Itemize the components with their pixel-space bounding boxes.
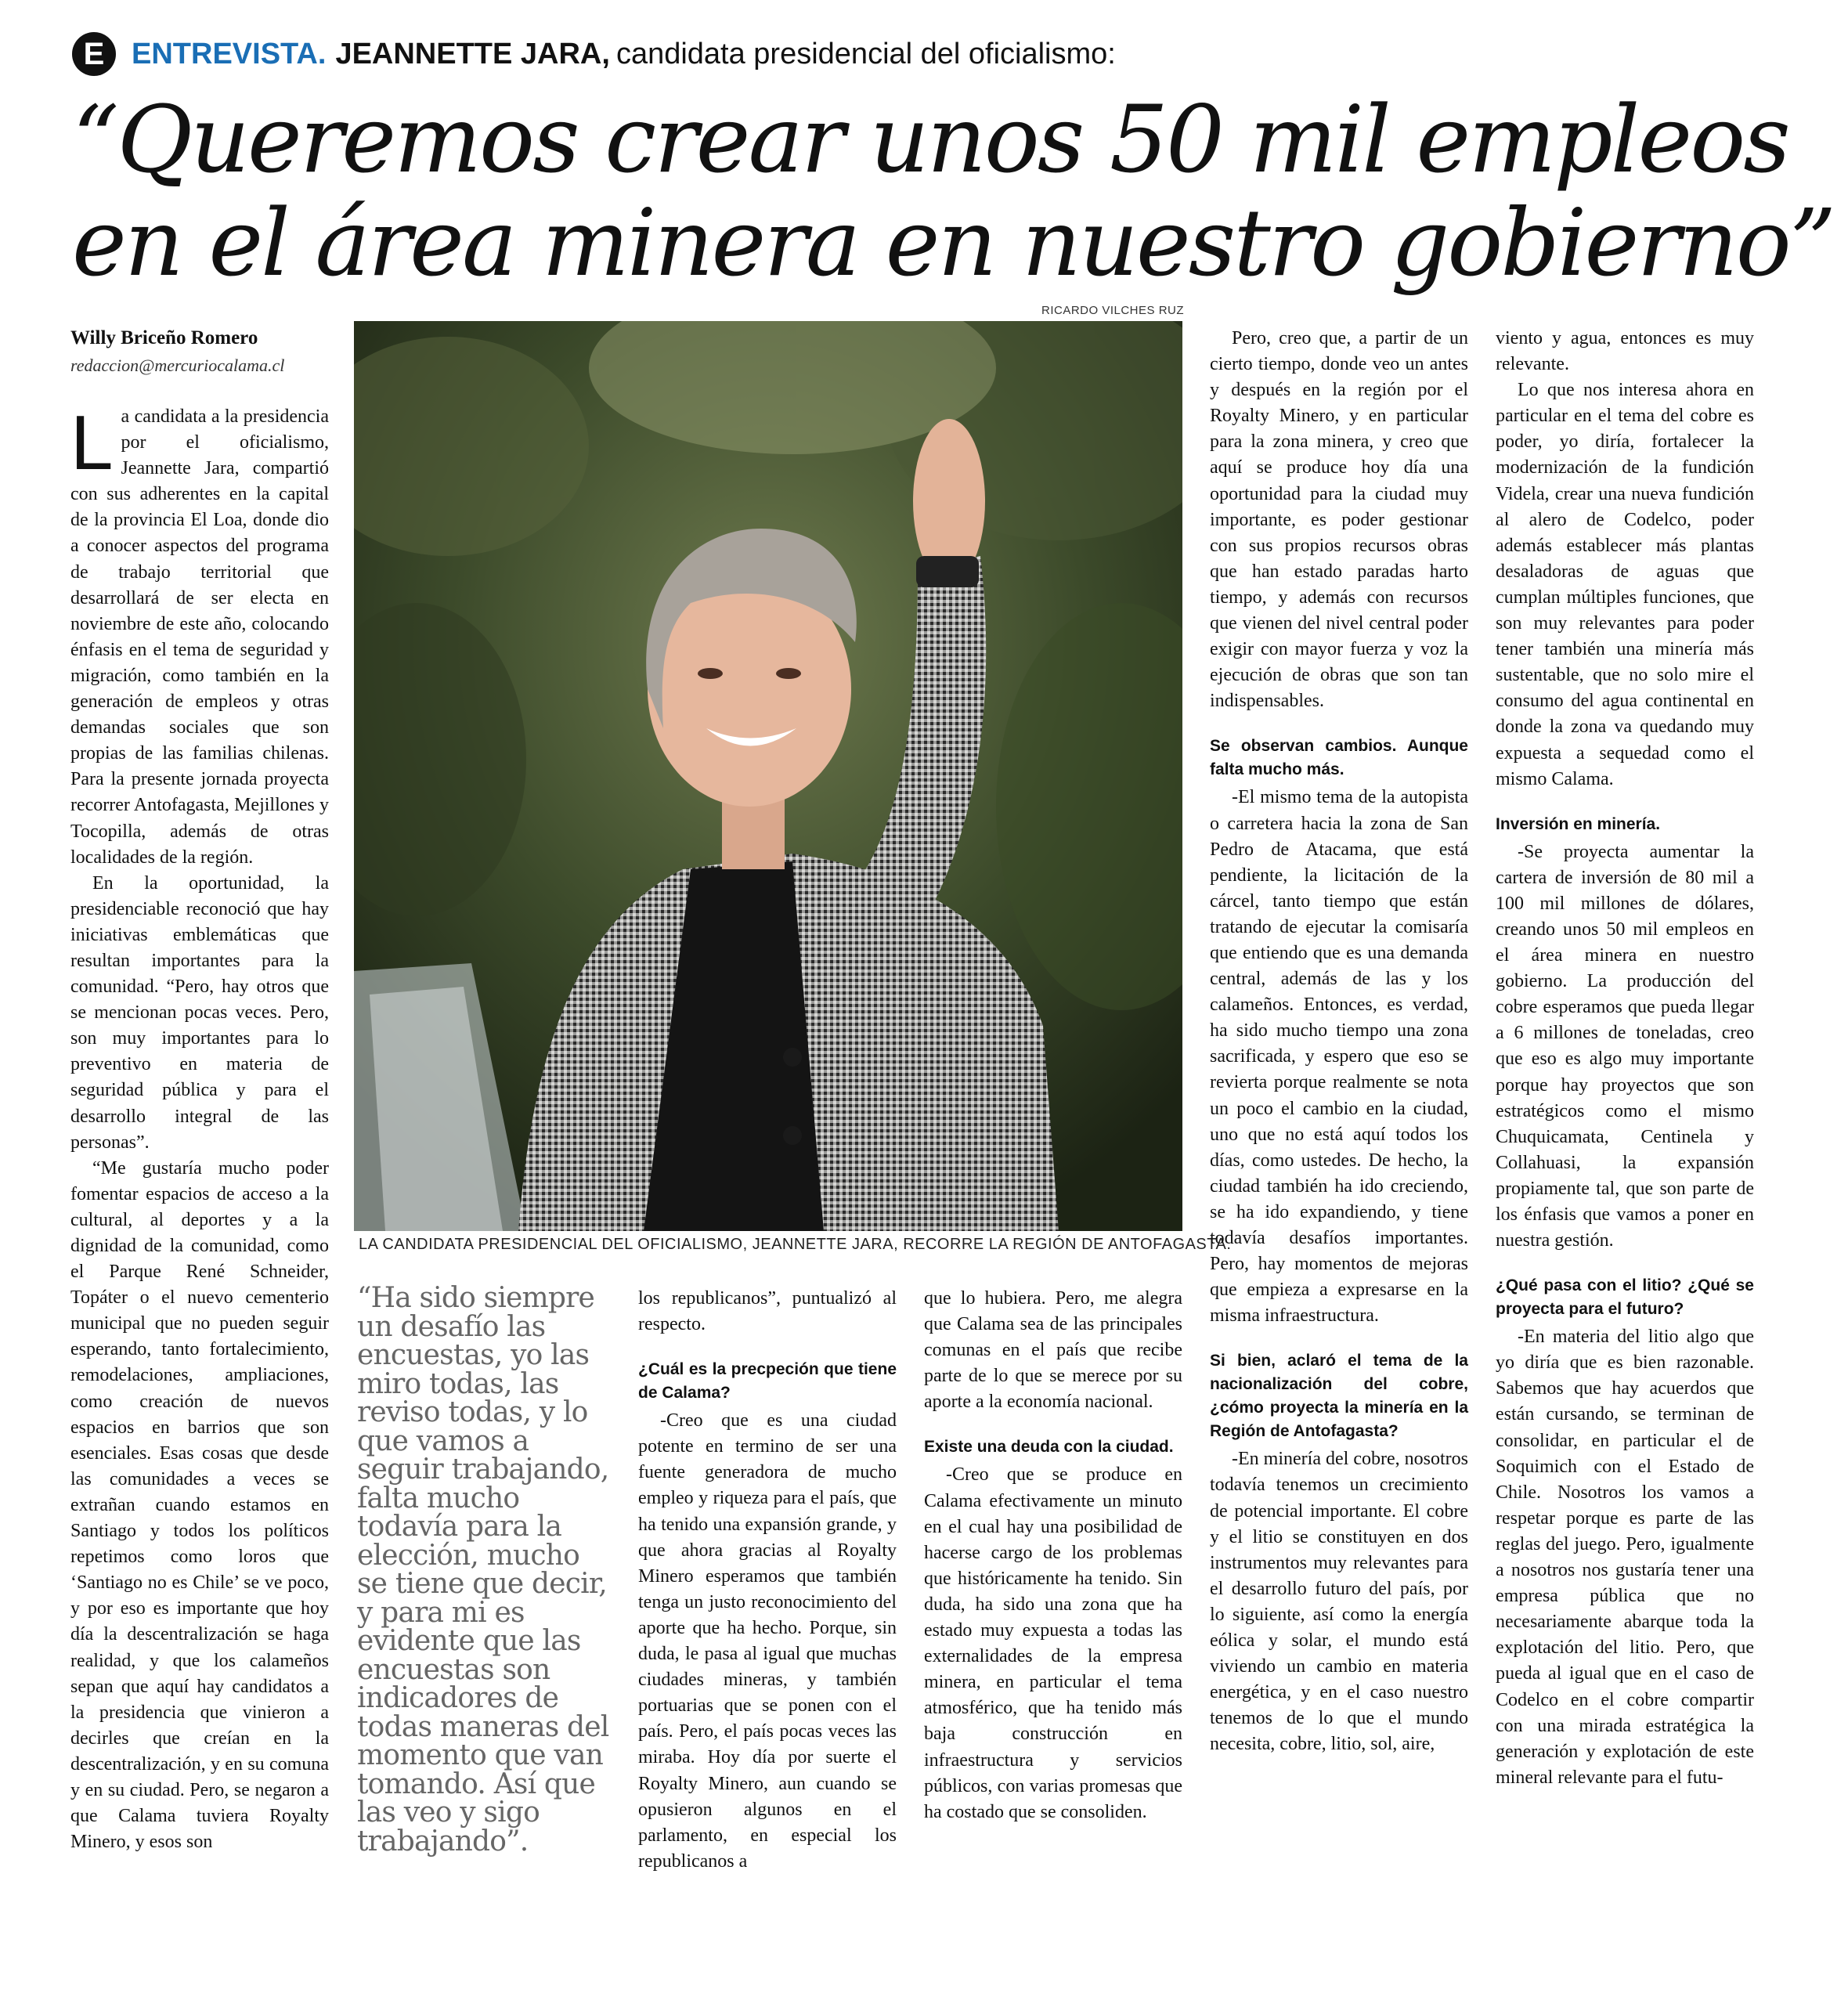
headline-line-2: en el área minera en nuestro gobierno”	[72, 189, 1835, 297]
article-column-5	[1210, 326, 1468, 1758]
paragraph: “Me gustaría mucho poder fomentar espacios de acceso a la cultural, al deportes y a la dignidad de la comunidad, como el Parque René Schneider, Topáter o el nuevo cementerio municipal que no pueden seguir esperando, tanto fortalecimiento, remodelaciones, ampliaciones, como creación de nuevos espacios en barrios que son esenciales. Esas cosas que desde las comunidades a veces se extrañan cuando estamos en Santiago y todos los políticos repetimos como loros que ‘Santiago no es Chile’ se ve poco, y por eso es importante que hoy día la descentralización se haga realidad, y que los calameños sepan que aquí hay candidatos a la presidencia que vinieron a decirles que creían en la descentralización, y en su comuna y en su ciudad. Pero, se negaron a que Calama tuviera Royalty Minero, y esos son	[70, 1157, 329, 1853]
section-badge: E	[72, 32, 116, 76]
article-column-4	[924, 1286, 1182, 1825]
interviewee-role: candidata presidencial del oficialismo:	[615, 37, 1116, 70]
question-heading: Se observan cambios. Aunque falta mucho más.	[1210, 737, 1468, 779]
question-heading: ¿Cuál es la precpeción que tiene de Calama?	[638, 1360, 897, 1403]
question-heading: Existe una deuda con la ciudad.	[924, 1438, 1174, 1457]
article-column-6	[1496, 326, 1754, 1791]
paragraph: En la oportunidad, la presidenciable reconoció que hay iniciativas emblemáticas que resultan importantes para la comunidad. “Pero, hay otros que se mencionan pocas veces. Pero, son muy importantes para lo preventivo en materia de seguridad pública y para el desarrollo integral de las personas”.	[70, 872, 329, 1153]
paragraph: -El mismo tema de la autopista o carretera hacia la zona de San Pedro de Atacama, que está pendiente, la licitación de la cárcel, tanto tiempo que están tratando de ejecutar la comisaría que entiendo que es una demanda central, además de las y los calameños. Entonces, es verdad, ha sido mucho tiempo una zona sacrificada, y espero que eso se revierta porque realmente se nota un poco el cambio en la ciudad, uno que no está aquí todos los días, como ustedes. De hecho, la ciudad también ha ido creciendo, se ha ido expandiendo, y tiene todavía desafíos importantes. Pero, hay momentos de mejoras que empieza a expresarse en la misma infraestructura.	[1210, 787, 1468, 1327]
paragraph: -En materia del litio algo que yo diría que es bien razonable. Sabemos que hay acuerdos que están cursando, se terminan de consolidar, en particular el de Soquimich con el Estado de Chile. Nosotros los vamos a respetar porque es parte de las reglas del juego. Pero, igualmente a nosotros nos gustaría tener una empresa pública que no necesariamente abarque toda la explotación del litio. Pero, que pueda al igual que en el caso de Codelco en el cobre compartir con una mirada estratégica la generación y explotación de este mineral relevante para el futu-	[1496, 1327, 1754, 1788]
article-column-1	[70, 399, 329, 1855]
article-column-3	[638, 1286, 897, 1875]
photo-caption: LA CANDIDATA PRESIDENCIAL DEL OFICIALISMO, JEANNETTE JARA, RECORRE LA REGIÓN DE ANTOFAGASTA.	[359, 1236, 1232, 1253]
photo-credit: RICARDO VILCHES RUZ	[1041, 304, 1185, 317]
section-label: ENTREVISTA.	[132, 37, 327, 70]
paragraph: Pero, creo que, a partir de un cierto tiempo, donde veo un antes y después en la región por el Royalty Minero, y en particular para la zona minera, y creo que aquí se produce hoy día una oportunidad para la ciudad muy importante, es poder gestionar con sus propios recursos obras que han estado paradas harto tiempo, y además con recursos que vienen del nivel central poder exigir con mayor fuerza y voz la ejecución de obras que son tan indispensables.	[1210, 328, 1468, 712]
paragraph: viento y agua, entonces es muy relevante.	[1496, 328, 1754, 375]
lead-paragraph-text: a candidata a la presidencia por el oficialismo, Jeannette Jara, compartió con sus adherentes en la capital de la provincia El Loa, donde dio a conocer aspectos del programa de trabajo territorial que desarrollará de ser electa en noviembre de este año, colocando énfasis en el tema de seguridad y migración, como también en la generación de empleos y otras demandas sociales que son propias de las familias chilenas. Para la presente jornada proyecta recorrer Antofagasta, Mejillones y Tocopilla, además de otras localidades de la región.	[70, 406, 329, 868]
question-heading: Inversión en minería.	[1496, 814, 1661, 833]
paragraph: -Creo que se produce en Calama efectivamente un minuto en el cual hay una posibilidad de hacerse cargo de los problemas que históricamente ha tenido. Sin duda, ha sido una zona que ha estado muy expuesta a todas las externalidades de la empresa minera, en particular el tema atmosférico, que ha tenido más baja construcción en infraestructura y servicios públicos, con varias promesas que ha costado que se consoliden.	[924, 1464, 1182, 1822]
paragraph: -Se proyecta aumentar la cartera de inversión de 80 mil a 100 mil millones de dólares, creando unos 50 mil empleos en el área minera en nuestro gobierno. La producción del cobre esperamos que pueda llegar a 6 millones de toneladas, creo que eso es algo muy importante porque hay proyectos que son estratégicos como el mismo Chuquicamata, Centinela y Collahuasi, la expansión propiamente tal, que son parte de los énfasis que vamos a poner en nuestra gestión.	[1496, 841, 1754, 1251]
headline	[72, 85, 1835, 297]
pull-quote: “Ha sido siempre un desafío las encuestas, yo las miro todas, las reviso todas, y lo que vamos a seguir trabajando, falta mucho todavía para la elección, mucho se tiene que decir, y para mi es evidente que las encuestas son indicadores de todas maneras del momento que van tomando. Así que las veo y sigo trabajando”.	[357, 1282, 609, 1858]
author-email[interactable]: redaccion@mercuriocalama.cl	[70, 356, 285, 375]
interviewee-name: JEANNETTE JARA,	[335, 37, 610, 70]
paragraph: -Creo que es una ciudad potente en termino de ser una fuente generadora de mucho empleo y riqueza para el país, que ha tenido una expansión grande, y que ahora gracias al Royalty Minero esperamos que también tenga un justo reconocimiento del aporte que ha hecho. Porque, sin duda, le pasa al igual que muchas ciudades mineras, y también portuarias que se ponen con el país. Pero, el país pocas veces las miraba. Hoy día por suerte el Royalty Minero, aun cuando se opusieron algunos en el parlamento, en especial los republicanos a	[638, 1410, 897, 1872]
byline	[70, 327, 329, 376]
drop-cap: L	[70, 399, 114, 486]
headline-line-1: “Queremos crear unos 50 mil empleos	[72, 85, 1788, 193]
paragraph: que lo hubiera. Pero, me alegra que Calama sea de las principales comunas en el país que recibe parte de lo que se merece por su aporte a la economía nacional.	[924, 1288, 1182, 1413]
photo-illustration	[354, 321, 1182, 1231]
paragraph: Lo que nos interesa ahora en particular en el tema del cobre es poder, yo diría, fortalecer la modernización de la fundición Videla, crear una nueva fundición al alero de Codelco, poder además establecer más plantas desaladoras de aguas que cumplan múltiples funciones, que son muy relevantes para poder tener también una minería más sustentable, que no solo mire el consumo del agua continental en donde la zona va quedando muy expuesta a sequedad como el mismo Calama.	[1496, 380, 1754, 789]
lead-paragraph	[70, 399, 329, 871]
question-heading: ¿Qué pasa con el litio? ¿Qué se proyecta para el futuro?	[1496, 1276, 1754, 1319]
candidate-photo	[354, 321, 1182, 1231]
kicker	[72, 30, 1116, 78]
paragraph: -En minería del cobre, nosotros todavía tenemos un crecimiento de potencial importante. El cobre y el litio se constituyen en dos instrumentos muy relevantes para el desarrollo futuro del país, por lo siguiente, así como la energía eólica y solar, el mundo está viviendo un cambio en materia energética, y en el caso nuestro tenemos de lo que el mundo necesita, cobre, litio, sol, aire,	[1210, 1449, 1468, 1755]
question-heading: Si bien, aclaró el tema de la nacionalización del cobre, ¿cómo proyecta la minería en la Región de Antofagasta?	[1210, 1352, 1468, 1441]
author-name: Willy Briceño Romero	[70, 327, 258, 348]
paragraph: los republicanos”, puntualizó al respecto.	[638, 1288, 897, 1335]
